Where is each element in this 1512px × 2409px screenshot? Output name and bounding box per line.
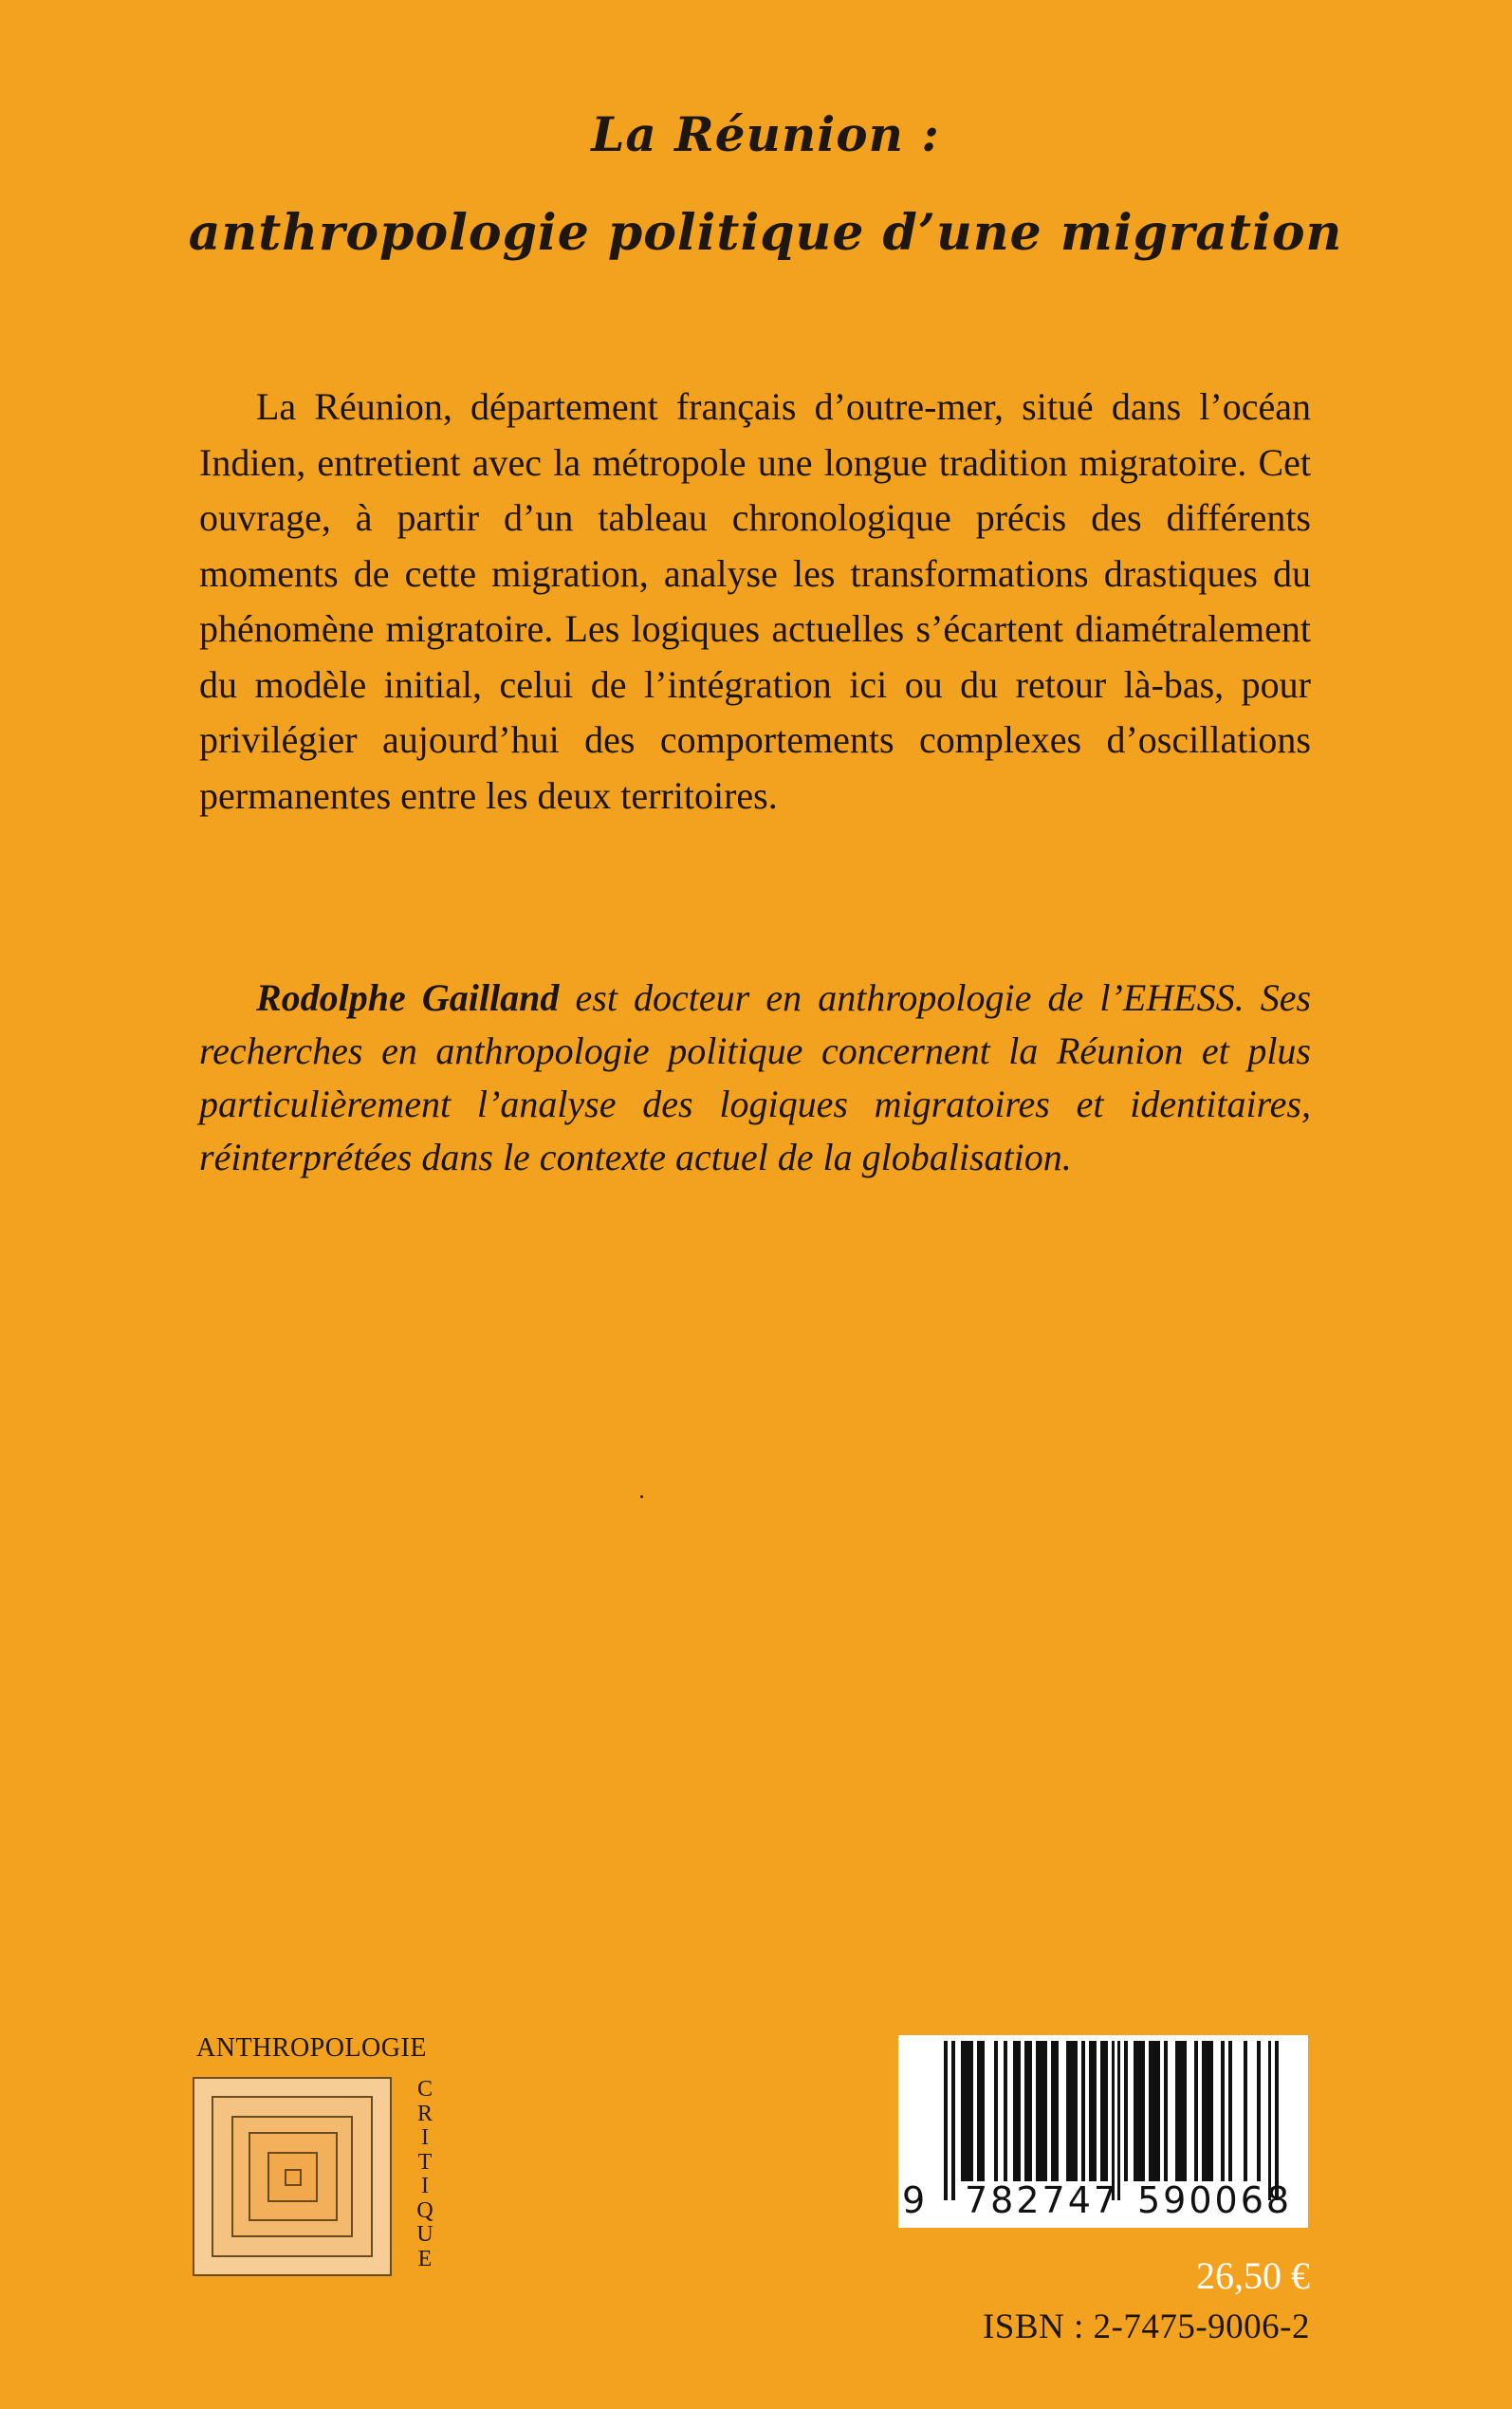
book-title: La Réunion : [591,106,940,162]
series-label: ANTHROPOLOGIE [196,2033,427,2063]
barcode-bars [944,2041,1297,2200]
price: 26,50 € [1196,2254,1310,2297]
author-name: Rodolphe Gailland [256,976,560,1019]
author-bio [199,972,1311,1184]
stray-dot [640,1495,643,1498]
book-subtitle: anthropologie politique d’une migration [188,204,1343,262]
barcode: 9 782747 590068 [898,2035,1308,2228]
author-bio-text: est docteur en anthropologie de l’EHESS. Ses recherches en anthropologie politique concernent la Réunion et plus particulièrement l’analyse des logiques migratoires et identitaires, réinterprétées dans le contexte actuel de la globalisation. [199,976,1312,1178]
series-label-vertical: C R I T I Q U E [416,2077,433,2271]
isbn: ISBN : 2-7475-9006-2 [982,2307,1310,2346]
book-blurb: La Réunion, département français d’outre-mer, situé dans l’océan Indien, entretient avec la métropole une longue tradition migratoire. Cet ouvrage, à partir d’un tableau chronologique précis des différents moments de cette migration, analyse les transformations drastiques du phénomène migratoire. Les logiques actuelles s’écartent diamétralement du modèle initial, celui de l’intégration ici ou du retour là-bas, pour privilégier aujourd’hui des comportements complexes d’oscillations permanentes entre les deux territoires. [199,385,1311,817]
concentric-squares-icon [193,2077,392,2276]
